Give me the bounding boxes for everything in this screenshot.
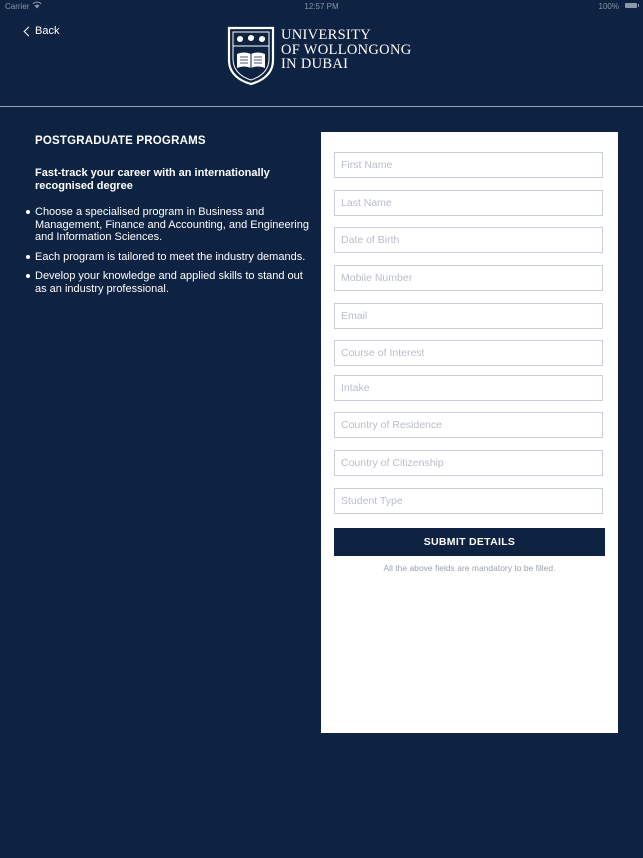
section-subtitle: Fast-track your career with an internationally recognised degree xyxy=(35,167,270,192)
mandatory-note: All the above fields are mandatory to be filled. xyxy=(383,563,556,573)
enquiry-form xyxy=(321,132,618,733)
back-button[interactable] xyxy=(25,25,59,37)
back-label: Back xyxy=(35,25,60,37)
header-divider xyxy=(0,106,643,107)
chevron-left-icon xyxy=(24,26,34,36)
student-type-field[interactable] xyxy=(334,488,603,514)
list-item: Choose a specialised program in Business and Management, Finance and Accounting, and Engineering and Information Sciences. xyxy=(25,206,315,244)
intake-field[interactable] xyxy=(334,375,603,401)
battery-percent: 100% xyxy=(598,2,619,11)
email-field[interactable] xyxy=(334,303,603,329)
clock-time: 12:57 PM xyxy=(304,2,339,11)
list-item: Develop your knowledge and applied skills to stand out as an industry professional. xyxy=(25,270,315,295)
country-of-citizenship-field[interactable] xyxy=(334,450,603,476)
list-item: Each program is tailored to meet the industry demands. xyxy=(25,251,315,264)
logo-line-3: IN DUBAI xyxy=(281,56,349,72)
section-title: POSTGRADUATE PROGRAMS xyxy=(35,135,206,147)
date-of-birth-field[interactable] xyxy=(334,227,603,253)
last-name-field[interactable] xyxy=(334,190,603,216)
country-of-residence-field[interactable] xyxy=(334,412,603,438)
submit-details-button[interactable]: SUBMIT DETAILS xyxy=(334,528,605,556)
university-logo xyxy=(227,26,412,86)
battery-icon xyxy=(625,3,637,8)
crest-icon xyxy=(227,26,275,86)
status-bar xyxy=(0,0,643,12)
program-info xyxy=(25,135,315,302)
course-of-interest-field[interactable] xyxy=(334,340,603,366)
logo-line-2: OF WOLLONGONG xyxy=(281,41,412,58)
benefits-list xyxy=(25,206,315,295)
mobile-number-field[interactable] xyxy=(334,265,603,291)
logo-line-1: UNIVERSITY xyxy=(281,27,371,43)
carrier-label: Carrier xyxy=(5,2,30,11)
first-name-field[interactable] xyxy=(334,152,603,178)
